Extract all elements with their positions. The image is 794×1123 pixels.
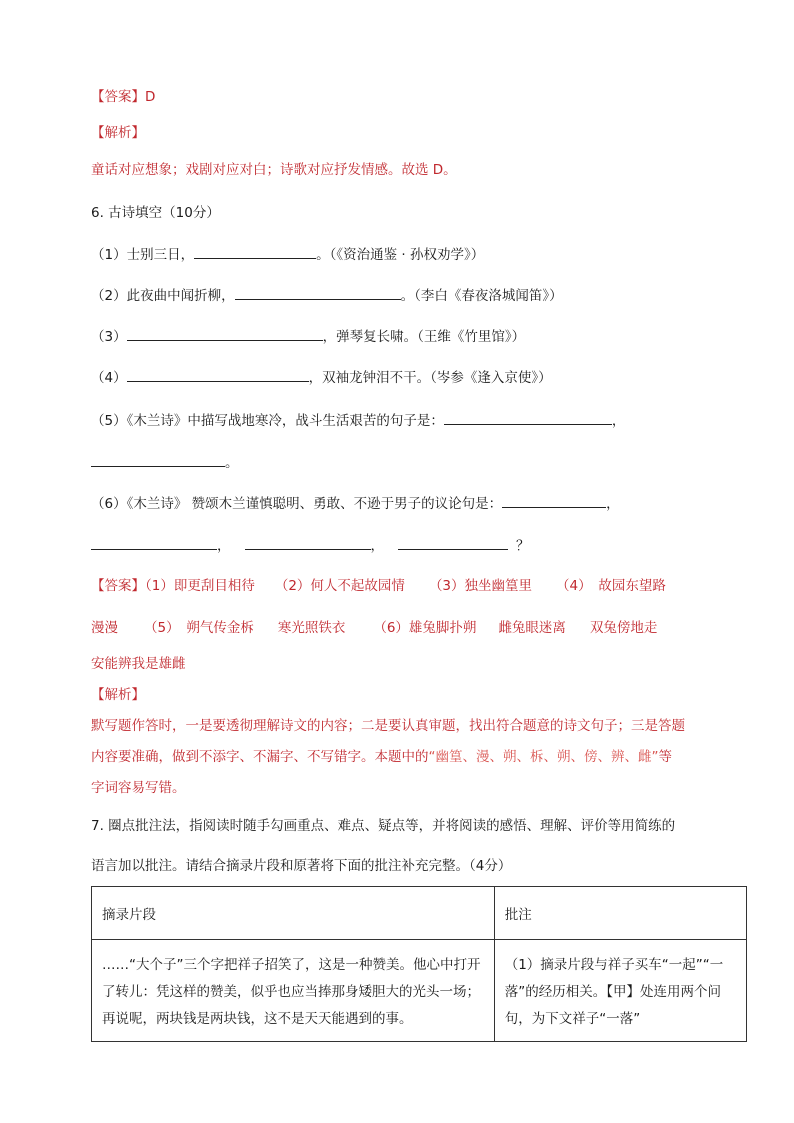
q7-line-2: 语言加以批注。请结合摘录片段和原著将下面的批注补充完整。（4分） — [91, 858, 512, 874]
q5-analysis-text: 童话对应想象；戏剧对应对白；诗歌对应抒发情感。故选 D。 — [91, 162, 457, 178]
q6-item-2-pre: （2）此夜曲中闻折柳， — [91, 288, 235, 304]
q6-analysis-label: 【解析】 — [91, 687, 145, 703]
q6-item-3-pre: （3） — [91, 329, 127, 345]
q6-item-6b-sep-2: ， — [370, 538, 384, 554]
q6-item-5 — [91, 411, 625, 430]
q6-item-6b-blank-3[interactable] — [398, 536, 508, 550]
q6-item-1-pre: （1）士别三日， — [91, 247, 195, 263]
q6-item-6b-post: ？ — [516, 538, 530, 554]
q6-analysis-line-2a: 内容要准确，做到不添字、不漏字、不写错字。本题中的 — [91, 749, 429, 765]
q7-table-header-excerpt: 摘录片段 — [92, 887, 495, 940]
q6-answer-9: 雌兔眼迷离 — [498, 620, 566, 636]
q6-item-6-blank[interactable] — [502, 494, 606, 508]
q7-table-note-cell: （1）摘录片段与祥子买车“一起”“一落”的经历相关。【甲】处连用两个问句，为下文祥子“一落” — [494, 940, 746, 1042]
q6-answer-4: （4） 故园东望路 — [556, 578, 666, 594]
q6-answer-6: （5） 朔气传金柝 — [144, 620, 254, 636]
q6-title: 6. 古诗填空（10分） — [91, 205, 220, 221]
q6-item-6 — [91, 494, 620, 513]
q6-item-5b — [91, 453, 239, 472]
q6-item-3-post: ，弹琴复长啸。（王维《竹里馆》） — [322, 329, 526, 345]
q6-analysis-line-2 — [91, 748, 672, 766]
q6-answer-line-1 — [91, 577, 666, 595]
q6-analysis-line-2c: 等 — [658, 749, 672, 765]
q6-answer-7: 寒光照铁衣 — [277, 620, 346, 636]
q5-answer — [91, 88, 155, 106]
q7-table-excerpt-cell: ……“大个子”三个字把祥子招笑了，这是一种赞美。他心中打开了转儿：凭这样的赞美，似乎也应当捧那身矮胆大的光头一场；再说呢，两块钱是两块钱，这不是天天能遇到的事。 — [92, 940, 495, 1042]
q6-item-3-blank[interactable] — [127, 327, 323, 341]
q6-answer-label: 【答案】 — [91, 578, 145, 594]
q6-analysis-line-2b: “幽篁、漫、朔、柝、朔、傍、辨、雌” — [428, 749, 659, 765]
q6-item-4-pre: （4） — [91, 370, 127, 386]
q6-item-6b-blank-2[interactable] — [245, 536, 371, 550]
q7-table-header-row — [92, 887, 747, 940]
q6-item-1 — [91, 245, 484, 264]
q6-answer-11: 安能辨我是雄雌 — [91, 656, 186, 672]
q5-analysis-label: 【解析】 — [91, 125, 145, 141]
q6-analysis-line-3: 字词容易写错。 — [91, 780, 186, 796]
q6-item-5b-blank[interactable] — [91, 453, 225, 467]
q6-answer-5: 漫漫 — [91, 620, 118, 636]
q6-item-5b-post: 。 — [225, 455, 239, 471]
q7-table-row — [92, 940, 747, 1042]
q6-item-6b — [91, 536, 530, 555]
q6-item-6-pre: （6）《木兰诗》 赞颂木兰谨慎聪明、勇敢、不逊于男子的议论句是： — [91, 496, 503, 512]
q7-table — [91, 886, 747, 1042]
q6-answer-8: （6）雄兔脚扑朔 — [373, 620, 477, 636]
q6-answer-3: （3）独坐幽篁里 — [428, 578, 533, 594]
q6-item-1-blank[interactable] — [194, 245, 316, 259]
q6-item-6b-sep-1: ， — [217, 538, 231, 554]
q6-item-2-blank[interactable] — [235, 286, 401, 300]
q6-item-2-post: 。（李白《春夜洛城闻笛》） — [400, 288, 563, 304]
q6-answer-1: （1）即更刮目相待 — [145, 578, 255, 594]
q6-analysis-line-1: 默写题作答时，一是要透彻理解诗文的内容；二是要认真审题，找出符合题意的诗文句子；三是答题 — [91, 718, 685, 734]
q6-item-5-pre: （5）《木兰诗》中描写战地寒冷，战斗生活艰苦的句子是： — [91, 413, 444, 429]
q6-item-6-post: ， — [606, 496, 620, 512]
q6-item-4-post: ，双袖龙钟泪不干。（岑参《逢入京使》） — [308, 370, 552, 386]
q6-item-2 — [91, 286, 563, 305]
q6-answer-2: （2）何人不起故园情 — [274, 578, 405, 594]
q6-item-1-post: 。（《资治通鉴 · 孙权劝学》） — [316, 247, 485, 263]
q6-item-5-blank[interactable] — [444, 411, 612, 425]
q6-item-3 — [91, 327, 525, 346]
q6-item-6b-blank-1[interactable] — [91, 536, 217, 550]
q6-answer-line-2 — [91, 619, 657, 637]
q6-item-4-blank[interactable] — [127, 368, 309, 382]
q5-answer-label: 【答案】 — [91, 89, 145, 105]
q7-table-header-note: 批注 — [494, 887, 746, 940]
q5-answer-value: D — [145, 89, 156, 105]
q6-answer-10: 双兔傍地走 — [589, 620, 658, 636]
q7-line-1: 7. 圈点批注法，指阅读时随手勾画重点、难点、疑点等，并将阅读的感悟、理解、评价等用简练的 — [91, 818, 676, 834]
q6-item-5-post: ， — [611, 413, 626, 429]
q6-item-4 — [91, 368, 552, 387]
